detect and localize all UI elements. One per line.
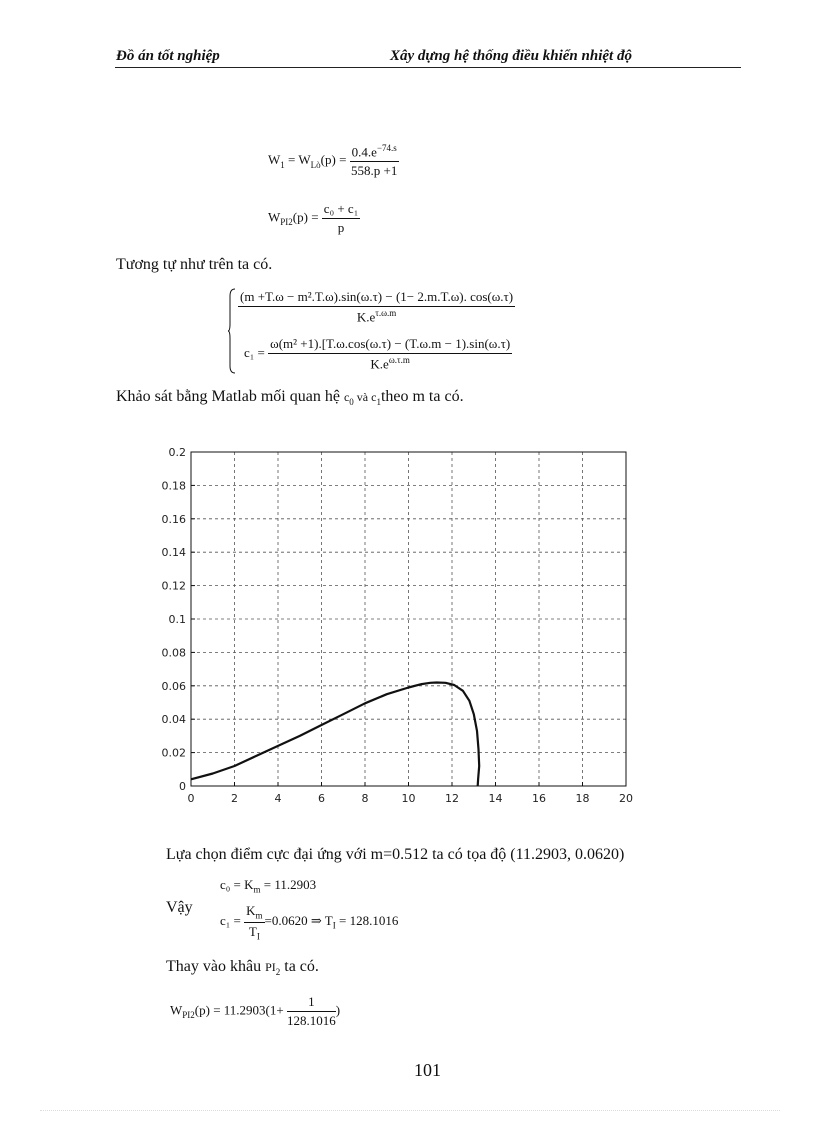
eq-text: = 11.2903 xyxy=(260,877,317,892)
fraction-w1 xyxy=(350,143,399,179)
eq-numerator: 0.4.e xyxy=(351,144,377,160)
y-tick-label: 0.06 xyxy=(161,679,186,693)
eq-text: W xyxy=(170,1002,183,1018)
y-tick-label: 0.18 xyxy=(161,479,186,493)
equation-final xyxy=(170,994,340,1029)
system-row-1 xyxy=(238,289,515,325)
matlab-plot xyxy=(150,440,650,815)
text-span: và xyxy=(353,390,372,404)
fraction-wpi2 xyxy=(322,201,360,236)
y-tick-label: 0.08 xyxy=(161,646,186,660)
x-tick-label: 4 xyxy=(274,792,282,805)
text-sub: 2 xyxy=(275,967,281,978)
equation-c1 xyxy=(220,903,398,941)
y-tick-label: 0.1 xyxy=(168,613,186,626)
eq-text: (p) = xyxy=(292,209,322,225)
y-tick-label: 0.2 xyxy=(168,446,186,459)
eq-numerator: 1 xyxy=(287,994,336,1012)
eq-sup: −74.s xyxy=(376,143,397,153)
system-row-2 xyxy=(244,336,512,372)
fraction-row1 xyxy=(238,289,515,325)
fraction-c1 xyxy=(244,903,264,941)
x-tick-label: 8 xyxy=(361,792,369,805)
eq-sub: m xyxy=(255,910,263,921)
eq-text: (p) = xyxy=(320,152,350,168)
x-tick-label: 0 xyxy=(187,792,195,805)
eq-numerator: (m +T.ω − m².T.ω).sin(ω.τ) − (1− 2.m.T.ω). cos(ω.τ) xyxy=(238,289,515,307)
eq-text: =0.0620 ⇒ T xyxy=(264,913,333,929)
y-tick-label: 0 xyxy=(179,780,186,793)
x-tick-label: 6 xyxy=(318,792,325,805)
eq-denominator: K.e xyxy=(370,356,389,372)
text-span: Khảo sát bằng Matlab mối quan hệ xyxy=(116,388,344,405)
eq-sub: I xyxy=(256,931,260,942)
eq-sub: m xyxy=(253,884,261,895)
equation-c0 xyxy=(220,877,316,895)
eq-text: ) xyxy=(335,1002,341,1018)
eq-text: = W xyxy=(284,152,311,168)
y-tick-label: 0.04 xyxy=(161,713,186,727)
text-span: Thay vào khâu xyxy=(166,958,266,975)
eq-text: (p) = 11.2903(1+ xyxy=(194,1002,284,1018)
eq-denominator: 558.p +1 xyxy=(351,163,398,179)
eq-sub: Lò xyxy=(310,159,321,170)
eq-text: c₁ = xyxy=(244,345,269,361)
x-tick-label: 12 xyxy=(445,792,459,805)
paragraph-similar: Tương tự như trên ta có. xyxy=(116,256,273,273)
equation-wpi2 xyxy=(268,201,360,236)
text-sub: 0 xyxy=(349,397,354,408)
header-rule xyxy=(115,67,741,68)
y-tick-label: 0.12 xyxy=(161,579,186,593)
brace-icon xyxy=(228,288,236,374)
eq-denominator: p xyxy=(337,220,345,235)
header-right: Xây dựng hệ thống điều khiển nhiệt độ xyxy=(390,48,632,64)
text-span: ta có. xyxy=(280,958,319,975)
eq-sub: 2 xyxy=(190,1010,195,1021)
eq-denominator: 128.1016 xyxy=(286,1013,336,1028)
eq-sup: ω.τ.m xyxy=(388,355,410,365)
eq-sub: PI xyxy=(280,217,289,228)
x-tick-label: 20 xyxy=(619,792,633,805)
eq-sup: τ.ω.m xyxy=(375,308,397,318)
paragraph-survey xyxy=(116,388,464,407)
y-tick-label: 0.16 xyxy=(161,512,186,526)
x-tick-label: 14 xyxy=(488,792,503,805)
eq-sub: 2 xyxy=(288,217,293,228)
paragraph-substitute xyxy=(166,958,319,977)
text-span: c xyxy=(371,390,377,404)
fraction-final xyxy=(287,994,336,1029)
eq-sub: PI xyxy=(182,1010,191,1021)
eq-denominator: K.e xyxy=(356,309,376,325)
footer-divider xyxy=(40,1110,780,1111)
eq-denominator: T xyxy=(248,923,257,939)
eq-sub: I xyxy=(332,920,336,931)
eq-text: W xyxy=(268,152,281,168)
eq-text: W xyxy=(268,209,281,225)
x-tick-label: 2 xyxy=(231,792,238,805)
label-vay: Vậy xyxy=(166,899,193,916)
equation-w1 xyxy=(268,143,399,179)
x-tick-label: 10 xyxy=(401,792,416,805)
fraction-row2 xyxy=(268,336,512,372)
text-span: theo m ta có. xyxy=(380,388,464,405)
paragraph-select: Lựa chọn điểm cực đại ứng với m=0.512 ta có tọa độ (11.2903, 0.0620) xyxy=(166,846,625,863)
eq-text: c₀ = K xyxy=(220,877,254,892)
eq-sub: 1 xyxy=(280,159,285,170)
eq-numerator: K xyxy=(246,903,256,918)
text-span: PI xyxy=(265,960,276,974)
y-tick-label: 0.14 xyxy=(161,546,186,560)
y-tick-label: 0.02 xyxy=(161,746,186,760)
eq-text: c₁ = xyxy=(220,913,241,929)
text-sub: 1 xyxy=(376,397,381,408)
text-span: c xyxy=(343,390,350,404)
eq-numerator: ω(m² +1).[T.ω.cos(ω.τ) − (T.ω.m − 1).sin(ω.τ) xyxy=(268,336,512,354)
eq-text: = 128.1016 xyxy=(335,913,399,929)
header-left: Đồ án tốt nghiệp xyxy=(116,48,220,64)
eq-numerator: c₀ + c₁ xyxy=(322,201,360,219)
x-tick-label: 16 xyxy=(532,792,546,805)
page-number: 101 xyxy=(414,1060,441,1080)
x-tick-label: 18 xyxy=(575,792,590,805)
